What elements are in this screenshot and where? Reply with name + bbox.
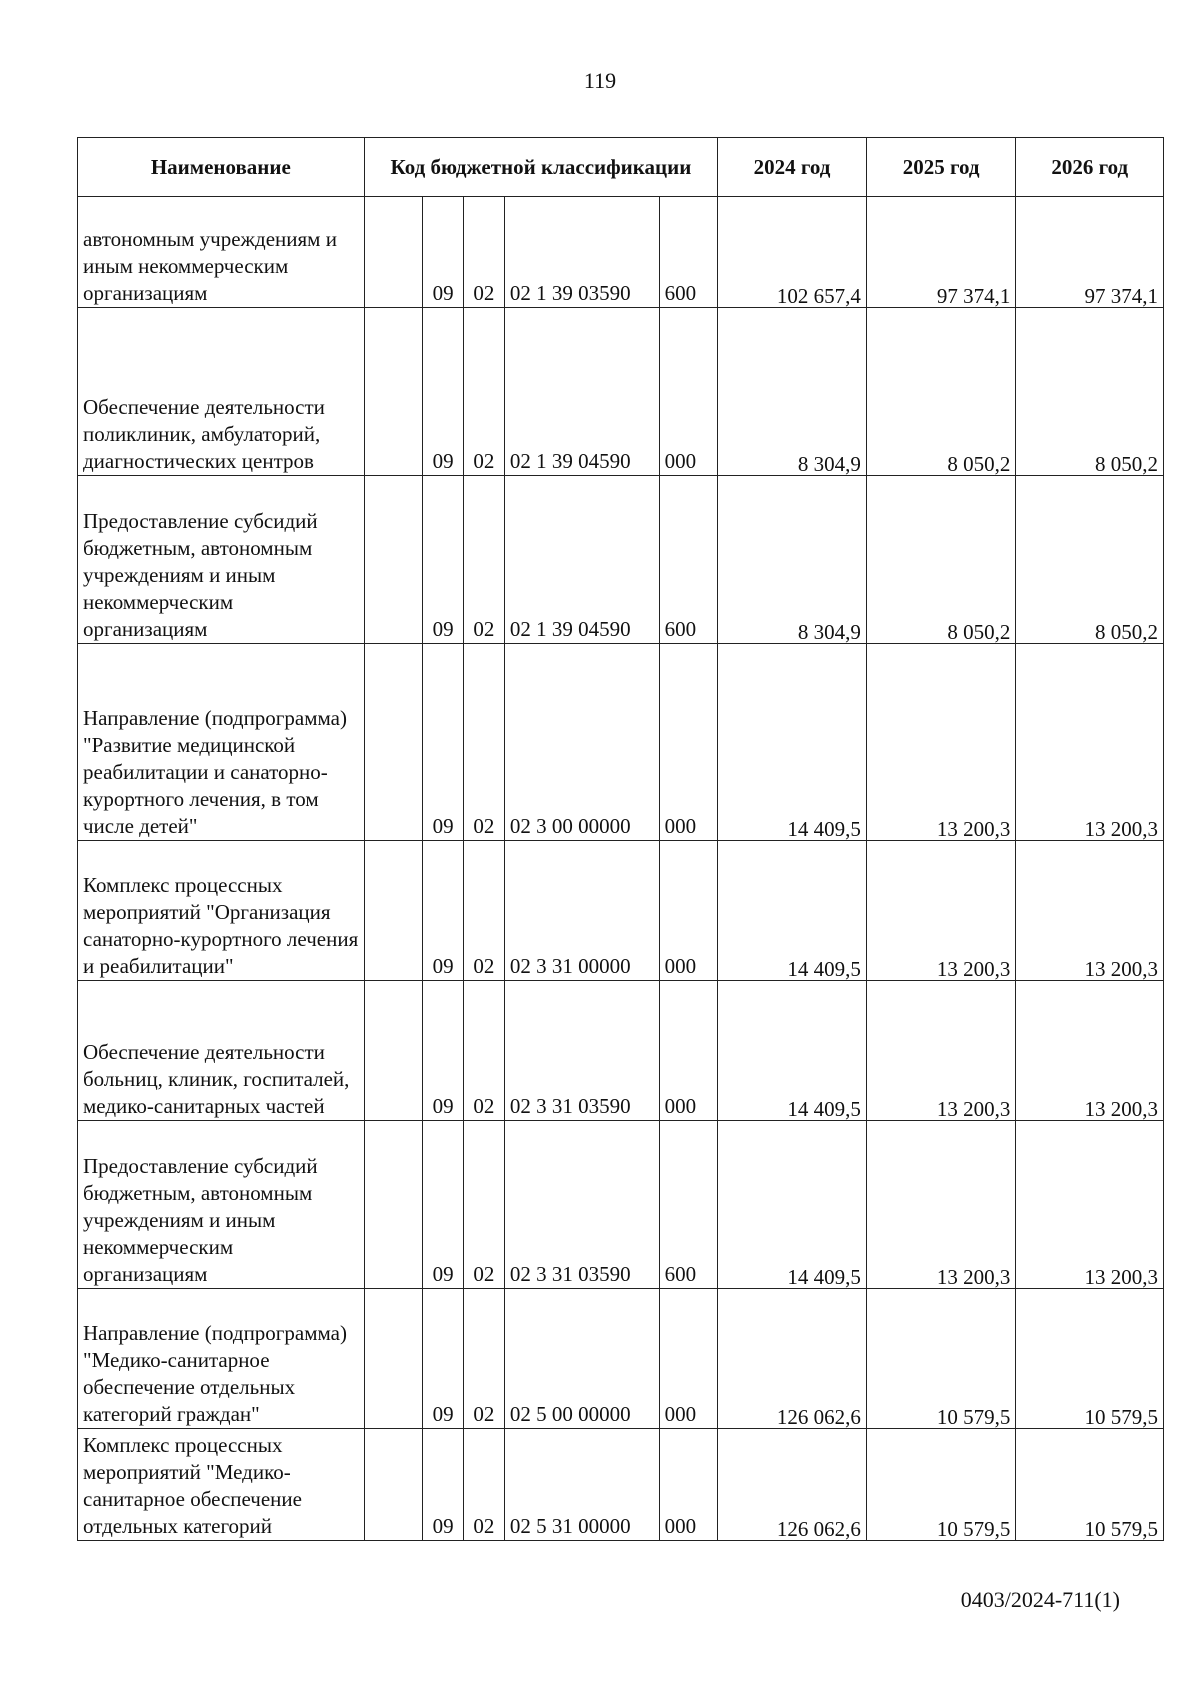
row-subsection: 02 [464,841,505,981]
row-section: 09 [423,1429,464,1541]
budget-table [77,137,1164,1541]
row-2024-value: 126 062,6 [776,1405,861,1429]
row-subsection: 02 [464,1121,505,1289]
row-expense-type: 600 [659,476,718,644]
row-name: автономным учреждениям и иным некоммерческим организациям [78,197,365,308]
row-expense-type: 000 [659,1289,718,1429]
row-target-article: 02 1 39 03590 [504,197,659,308]
row-2026-value: 10 579,5 [1084,1517,1158,1541]
row-2025-value: 13 200,3 [936,1265,1011,1289]
row-target-article: 02 5 31 00000 [504,1429,659,1541]
row-2026-value: 13 200,3 [1084,817,1158,841]
row-2024-value: 126 062,6 [776,1517,861,1541]
row-subsection: 02 [464,1289,505,1429]
row-2025-value: 10 579,5 [936,1405,1011,1429]
row-2026-value: 8 050,2 [1095,452,1158,476]
row-expense-type: 000 [659,841,718,981]
row-subsection: 02 [464,197,505,308]
row-2024-value: 14 409,5 [787,957,861,981]
document-number: 0403/2024-711(1) [960,1587,1120,1612]
row-name: Комплекс процессных мероприятий "Медико-санитарное обеспечение отдельных категорий [78,1429,365,1541]
row-2025-value: 8 050,2 [947,452,1011,476]
row-section: 09 [423,1289,464,1429]
row-expense-type: 600 [659,1121,718,1289]
table-row [78,1121,1164,1289]
table-row [78,1289,1164,1429]
row-subsection: 02 [464,644,505,841]
header-2025: 2025 год [866,138,1016,197]
row-name: Предоставление субсидий бюджетным, автономным учреждениям и иным некоммерческим организациям [78,1121,365,1289]
row-2026-value: 13 200,3 [1084,957,1158,981]
row-2024-value: 8 304,9 [797,620,861,644]
row-2026-value: 13 200,3 [1084,1265,1158,1289]
row-subsection: 02 [464,476,505,644]
row-name: Обеспечение деятельности поликлиник, амбулаторий, диагностических центров [78,308,365,476]
row-2024-value: 14 409,5 [787,1265,861,1289]
table-row [78,644,1164,841]
row-section: 09 [423,308,464,476]
row-2025-value: 8 050,2 [947,620,1011,644]
table-row [78,308,1164,476]
table-row [78,1429,1164,1541]
header-code: Код бюджетной классификации [364,138,718,197]
row-subsection: 02 [464,308,505,476]
row-expense-type: 000 [659,981,718,1121]
row-blank-cell [364,1429,423,1541]
row-2025-value: 13 200,3 [936,817,1011,841]
table-row [78,197,1164,308]
row-section: 09 [423,841,464,981]
row-expense-type: 000 [659,1429,718,1541]
row-expense-type: 000 [659,644,718,841]
row-2026-value: 10 579,5 [1084,1405,1158,1429]
row-name: Комплекс процессных мероприятий "Организация санаторно-курортного лечения и реабилитации" [78,841,365,981]
row-2026-value: 97 374,1 [1084,284,1158,308]
table-row [78,841,1164,981]
row-blank-cell [364,1289,423,1429]
row-expense-type: 000 [659,308,718,476]
row-section: 09 [423,981,464,1121]
row-blank-cell [364,476,423,644]
row-blank-cell [364,1121,423,1289]
row-target-article: 02 3 31 03590 [504,1121,659,1289]
row-section: 09 [423,197,464,308]
page-number: 119 [583,68,617,93]
row-target-article: 02 1 39 04590 [504,308,659,476]
row-section: 09 [423,644,464,841]
row-target-article: 02 3 31 03590 [504,981,659,1121]
row-target-article: 02 3 00 00000 [504,644,659,841]
row-name: Обеспечение деятельности больниц, клиник, госпиталей, медико-санитарных частей [78,981,365,1121]
row-2025-value: 97 374,1 [936,284,1011,308]
row-section: 09 [423,1121,464,1289]
row-blank-cell [364,197,423,308]
row-2024-value: 102 657,4 [776,284,861,308]
row-2025-value: 13 200,3 [936,1097,1011,1121]
row-target-article: 02 5 00 00000 [504,1289,659,1429]
row-2026-value: 13 200,3 [1084,1097,1158,1121]
row-name: Предоставление субсидий бюджетным, автономным учреждениям и иным некоммерческим организациям [78,476,365,644]
row-expense-type: 600 [659,197,718,308]
header-2024: 2024 год [718,138,867,197]
row-subsection: 02 [464,981,505,1121]
row-blank-cell [364,644,423,841]
row-name: Направление (подпрограмма) "Медико-санитарное обеспечение отдельных категорий граждан" [78,1289,365,1429]
row-blank-cell [364,981,423,1121]
table-row [78,476,1164,644]
table-header-row [78,138,1164,197]
row-section: 09 [423,476,464,644]
row-2025-value: 10 579,5 [936,1517,1011,1541]
row-2026-value: 8 050,2 [1095,620,1158,644]
row-blank-cell [364,841,423,981]
row-2024-value: 8 304,9 [797,452,861,476]
row-target-article: 02 3 31 00000 [504,841,659,981]
row-name: Направление (подпрограмма) "Развитие медицинской реабилитации и санаторно-курортного лечения, в том числе детей" [78,644,365,841]
header-2026: 2026 год [1016,138,1164,197]
row-2024-value: 14 409,5 [787,1097,861,1121]
row-2025-value: 13 200,3 [936,957,1011,981]
row-subsection: 02 [464,1429,505,1541]
table-row [78,981,1164,1121]
row-2024-value: 14 409,5 [787,817,861,841]
row-target-article: 02 1 39 04590 [504,476,659,644]
row-blank-cell [364,308,423,476]
header-name: Наименование [78,138,365,197]
